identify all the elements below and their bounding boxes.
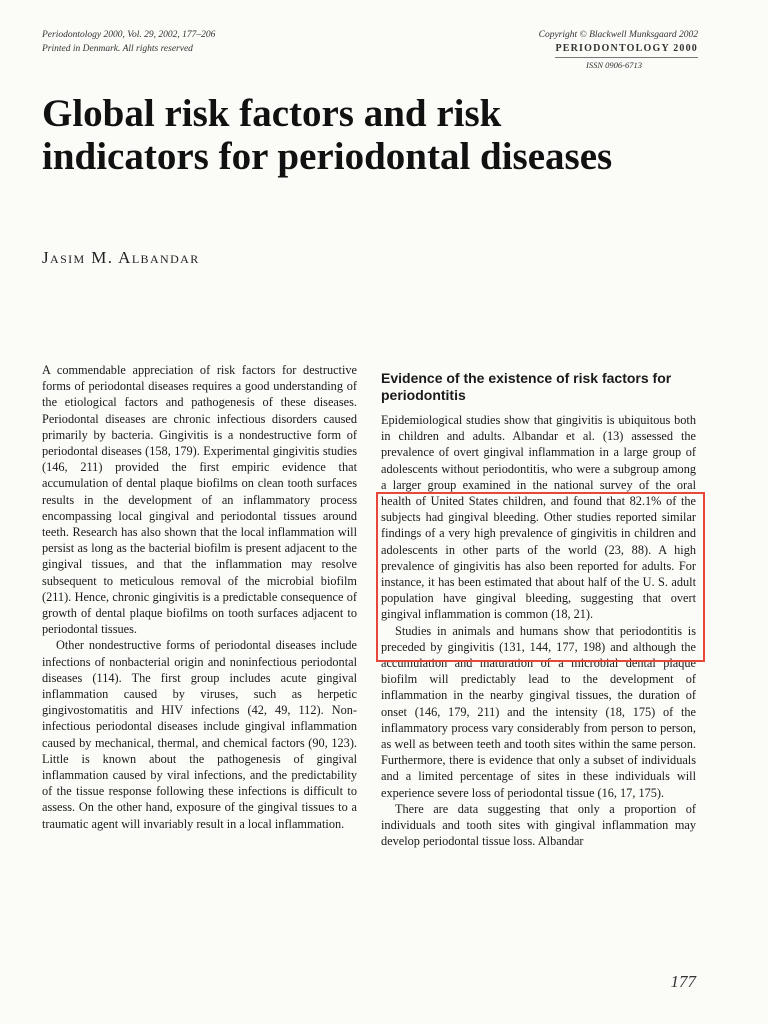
- issn-line: ISSN 0906-6713: [586, 60, 642, 70]
- journal-name: PERIODONTOLOGY 2000: [555, 42, 698, 58]
- article-title: Global risk factors and risk indicators for periodontal diseases: [42, 92, 613, 178]
- body-paragraph: A commendable appreciation of risk factors for destructive forms of periodontal diseases requires a good understanding of the etiological factors and pathogenesis of these diseases. Periodontal diseases are chronic infectious disorders caused primarily by bacteria. Gingivitis is a nondestructive form of periodontal diseases (158, 179). Experimental gingivitis studies (146, 211) provided the first empiric evidence that accumulation of dental plaque biofilms on clean tooth surfaces results in the development of an inflammatory process encompassing local gingival and periodontal tissues around teeth. Research has also shown that the local inflammation will persist as long as the bacterial biofilm is present adjacent to the gingival tissues, and that the inflammation may resolve subsequent to meticulous removal of the microbial biofilm (211). Hence, chronic gingivitis is a predictable consequence of growth of dental plaque biofilms on tooth surfaces adjacent to periodontal tissues.: [42, 363, 357, 637]
- body-paragraph: There are data suggesting that only a proportion of individuals and tooth sites with gingival inflammation may develop periodontal tissue loss. Albandar: [381, 801, 696, 849]
- citation-line: Periodontology 2000, Vol. 29, 2002, 177–206: [42, 30, 216, 40]
- right-column: [381, 370, 696, 849]
- running-header-right: [458, 28, 698, 72]
- running-header-left: [42, 28, 215, 56]
- body-paragraph: Other nondestructive forms of periodontal diseases include infections of nonbacterial origin and noninfectious periodontal diseases (114). The first group includes acute gingival inflammation caused by viruses, such as herpetic gingivostomatitis and HIV infections (42, 49, 112). Non-infectious periodontal diseases include gingival inflammation caused by mechanical, thermal, and chemical factors (90, 123). Little is known about the pathogenesis of gingival inflammation caused by viral infections, and the predictability of the tissue response following these infections is difficult to assess. On the other hand, exposure of the gingival tissues to a traumatic agent will invariably result in a local inflammation.: [42, 638, 357, 831]
- section-heading: Evidence of the existence of risk factors for periodontitis: [381, 370, 672, 403]
- copyright-line: Copyright © Blackwell Munksgaard 2002: [538, 30, 698, 40]
- author-name: Jasim M. Albandar: [42, 248, 200, 267]
- printed-line: Printed in Denmark. All rights reserved: [42, 44, 193, 54]
- left-column: [42, 362, 357, 832]
- body-paragraph: Studies in animals and humans show that periodontitis is preceded by gingivitis (131, 144, 177, 198) and although the accumulation and maturation of a microbial dental plaque biofilm will predictably lead to the development of inflammation in the nearby gingival tissues, the duration of onset (146, 179, 211) and the intensity (18, 175) of the inflammatory process vary considerably from person to person, as well as between teeth and tooth sites within the same person. Furthermore, there is evidence that only a subset of individuals and a limited percentage of sites in these individuals will experience severe loss of periodontal tissue (16, 17, 175).: [381, 623, 696, 800]
- page-number: 177: [670, 972, 696, 991]
- body-paragraph: Epidemiological studies show that gingivitis is ubiquitous both in children and adults. Albandar et al. (13) assessed the prevalence of overt gingival inflammation in a large group of adolescents without periodontitis, who were a subgroup among a larger group examined in the national survey of the oral health of United States children, and found that 82.1% of the subjects had gingival bleeding. Other studies reported similar findings of a very high prevalence of gingivitis in children and adolescents in other parts of the world (23, 88). A high prevalence of gingivitis has also been reported for adults. For instance, it has been estimated that about half of the U. S. adult population have gingival bleeding, suggesting that overt gingival inflammation is common (18, 21).: [381, 413, 696, 622]
